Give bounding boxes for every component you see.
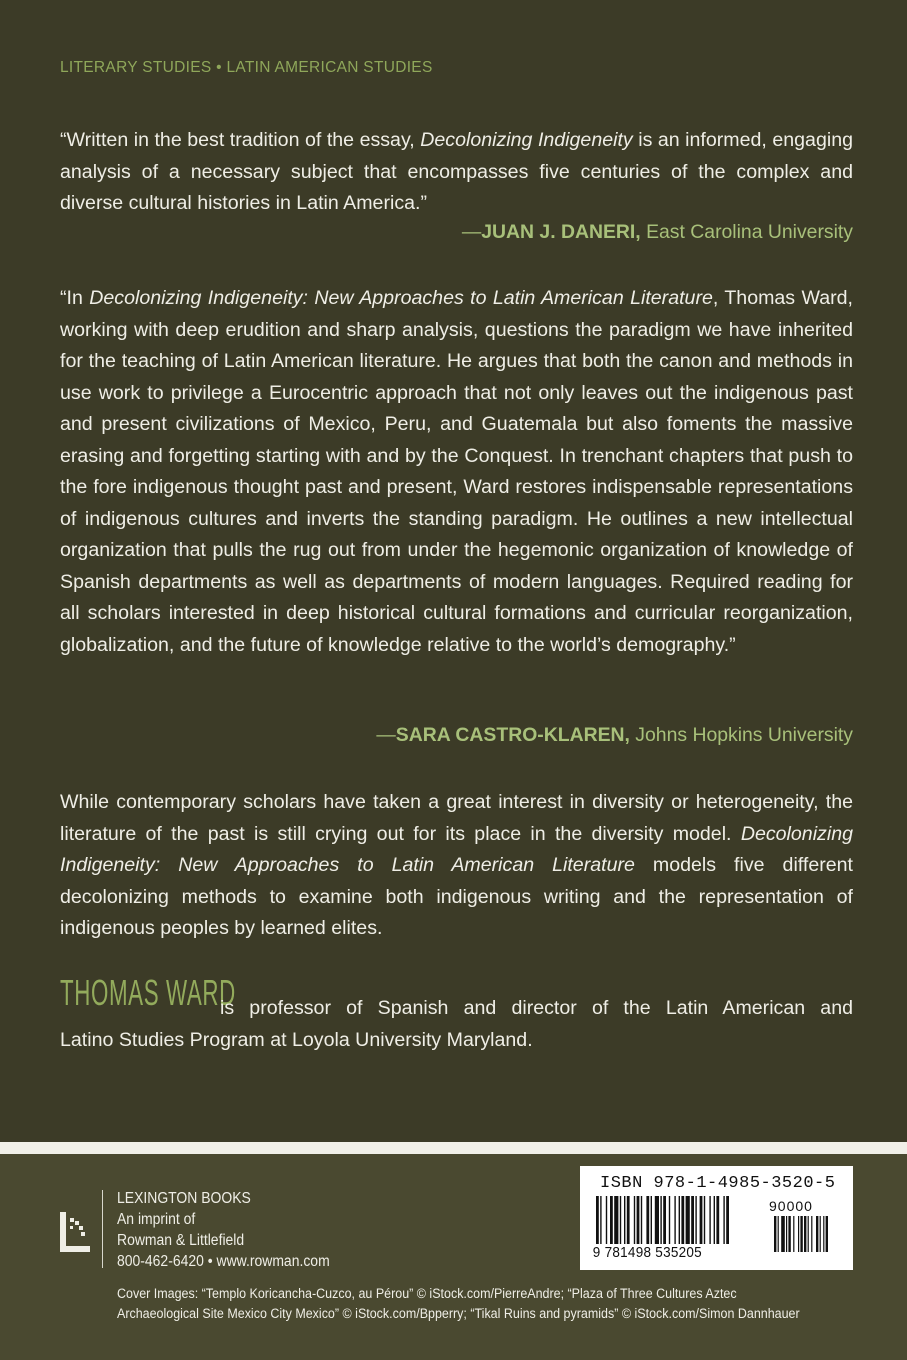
barcode-addon-bar — [804, 1216, 806, 1252]
attr-2-dash: — — [376, 724, 396, 746]
barcode-bar — [704, 1196, 705, 1244]
description-part-2: models five different decolonizing methods to examine both indigenous writing and the representation of indigenous peoples by learned elites. — [60, 854, 853, 939]
attr-2-name: SARA CASTRO-KLAREN, — [395, 724, 630, 746]
barcode-bar — [646, 1196, 649, 1244]
divider-band — [0, 1142, 907, 1154]
barcode-bar — [634, 1196, 635, 1244]
barcode-bar — [624, 1196, 625, 1244]
barcode-addon-bar — [820, 1216, 821, 1252]
barcode-bar — [620, 1196, 621, 1244]
barcode-bar — [600, 1196, 601, 1244]
barcode-bar — [651, 1196, 652, 1244]
barcode-bar — [596, 1196, 599, 1244]
barcode-addon-bar — [778, 1216, 779, 1252]
barcode-bar — [610, 1196, 613, 1244]
barcode-addon-bar — [823, 1216, 824, 1252]
barcode-addon-bar — [811, 1216, 812, 1252]
quote-2-title: Decolonizing Indigeneity: New Approaches to Latin American Literature — [89, 287, 713, 309]
publisher-name: LEXINGTON BOOKS — [117, 1190, 251, 1207]
barcode-bar — [716, 1196, 719, 1244]
barcode-bar — [691, 1196, 694, 1244]
quote-2-open: “In — [60, 287, 90, 309]
author-bio-line-1: is professor of Spanish and director of the Latin American and — [220, 997, 853, 1019]
quote-1-open: “Written in the best tradition of the essay, — [60, 129, 421, 151]
description-title: Decolonizing Indigeneity: New Approaches to Latin American Literature — [60, 822, 853, 876]
barcode-addon-bar — [781, 1216, 785, 1252]
barcode-bar — [660, 1196, 661, 1244]
lexington-logo-icon — [58, 1212, 92, 1252]
barcode-bar — [663, 1196, 666, 1244]
publisher-divider — [102, 1190, 103, 1268]
barcode-bar — [686, 1196, 690, 1244]
barcode-bar — [641, 1196, 642, 1244]
publisher-imprint: An imprint of — [117, 1211, 196, 1228]
barcode-bar — [723, 1196, 724, 1244]
barcode-bar — [655, 1196, 659, 1244]
publisher-info — [117, 1188, 330, 1272]
barcode-bar — [674, 1196, 675, 1244]
barcode-bar — [606, 1196, 607, 1244]
description-part-1: While contemporary scholars have taken a great interest in diversity or heterogeneity, the literature of the past is still crying out for its place in the diversity model. — [60, 791, 853, 845]
attr-1-dash: — — [461, 221, 482, 243]
endorsement-attribution-2 — [376, 724, 853, 747]
barcode-addon-bar — [826, 1216, 828, 1252]
attr-2-affiliation: Johns Hopkins University — [629, 724, 853, 746]
credits-line-1: Cover Images: “Templo Koricancha-Cuzco, au Pérou” © iStock.com/PierreAndre; “Plaza of Three Cultures Aztec — [117, 1286, 737, 1302]
barcode-bar — [714, 1196, 715, 1244]
category-label: LITERARY STUDIES • LATIN AMERICAN STUDIES — [60, 59, 433, 76]
barcode-bar — [709, 1196, 710, 1244]
barcode-addon-number: 90000 — [769, 1198, 813, 1214]
publisher-parent: Rowman & Littlefield — [117, 1232, 245, 1249]
author-bio-line-2: Latino Studies Program at Loyola University Maryland. — [60, 1029, 533, 1051]
endorsement-quote-2 — [60, 283, 853, 661]
quote-1-title: Decolonizing Indigeneity — [420, 129, 633, 151]
barcode-bar — [700, 1196, 703, 1244]
quote-2-rest: , Thomas Ward, working with deep erudition and sharp analysis, questions the paradigm we have inherited for the teaching of Latin American literature. He argues that both the canon and methods in use work to privilege a Eurocentric approach that not only leaves out the indigenous past and present civilizations of Mexico, Peru, and Guatemala but also foments the massive erasing and forgetting starting with and by the Conquest. In trenchant chapters that push to the fore indigenous thought past and present, Ward restores indispensable representations of indigenous cultures and inverts the standing paradigm. He outlines a new intellectual organization that pulls the rug out from under the hegemonic organization of knowledge of Spanish departments as well as departments of modern languages. Required reading for all scholars interested in deep historical cultural formations and curricular reorganization, globalization, and the future of knowledge relative to the world’s demography.” — [60, 287, 854, 656]
book-description — [60, 787, 853, 945]
barcode-bar — [669, 1196, 670, 1244]
cover-image-credits — [117, 1284, 800, 1324]
publisher-contact: 800-462-6420 • www.rowman.com — [117, 1253, 330, 1270]
credits-line-2: Archaeological Site Mexico City Mexico” © iStock.com/Bpperry; “Tikal Ruins and pyramids” © iStock.com/Simon Dannhauer — [117, 1306, 800, 1322]
attr-1-name: JUAN J. DANERI, — [481, 221, 641, 243]
barcode-bar — [679, 1196, 680, 1244]
isbn-label: ISBN 978-1-4985-3520-5 — [600, 1174, 836, 1193]
barcode-addon-bar — [800, 1216, 802, 1252]
endorsement-attribution-1 — [462, 221, 853, 244]
endorsement-quote-1 — [60, 125, 853, 220]
barcode-addon-bar — [793, 1216, 794, 1252]
barcode-bar — [627, 1196, 630, 1244]
barcode-bar — [695, 1196, 696, 1244]
attr-1-affiliation: East Carolina University — [640, 221, 853, 243]
barcode-number: 9 781498 535205 — [592, 1244, 702, 1261]
barcode-addon-bar — [788, 1216, 790, 1252]
barcode-bar — [726, 1196, 729, 1244]
quote-1-rest: is an informed, engaging analysis of a necessary subject that encompasses five centuries of the complex and diverse cultural histories in Latin America.” — [60, 129, 853, 214]
barcode-bar — [681, 1196, 684, 1244]
author-name: THOMAS WARD — [60, 972, 236, 1013]
barcode-addon-bar — [774, 1216, 776, 1252]
barcode-bar — [637, 1196, 640, 1244]
barcode-bar — [614, 1196, 618, 1244]
barcode-addon-bar — [816, 1216, 818, 1252]
barcode-addon-bar — [798, 1216, 799, 1252]
barcode-addon-bar — [786, 1216, 787, 1252]
barcode-addon-bar — [808, 1216, 809, 1252]
